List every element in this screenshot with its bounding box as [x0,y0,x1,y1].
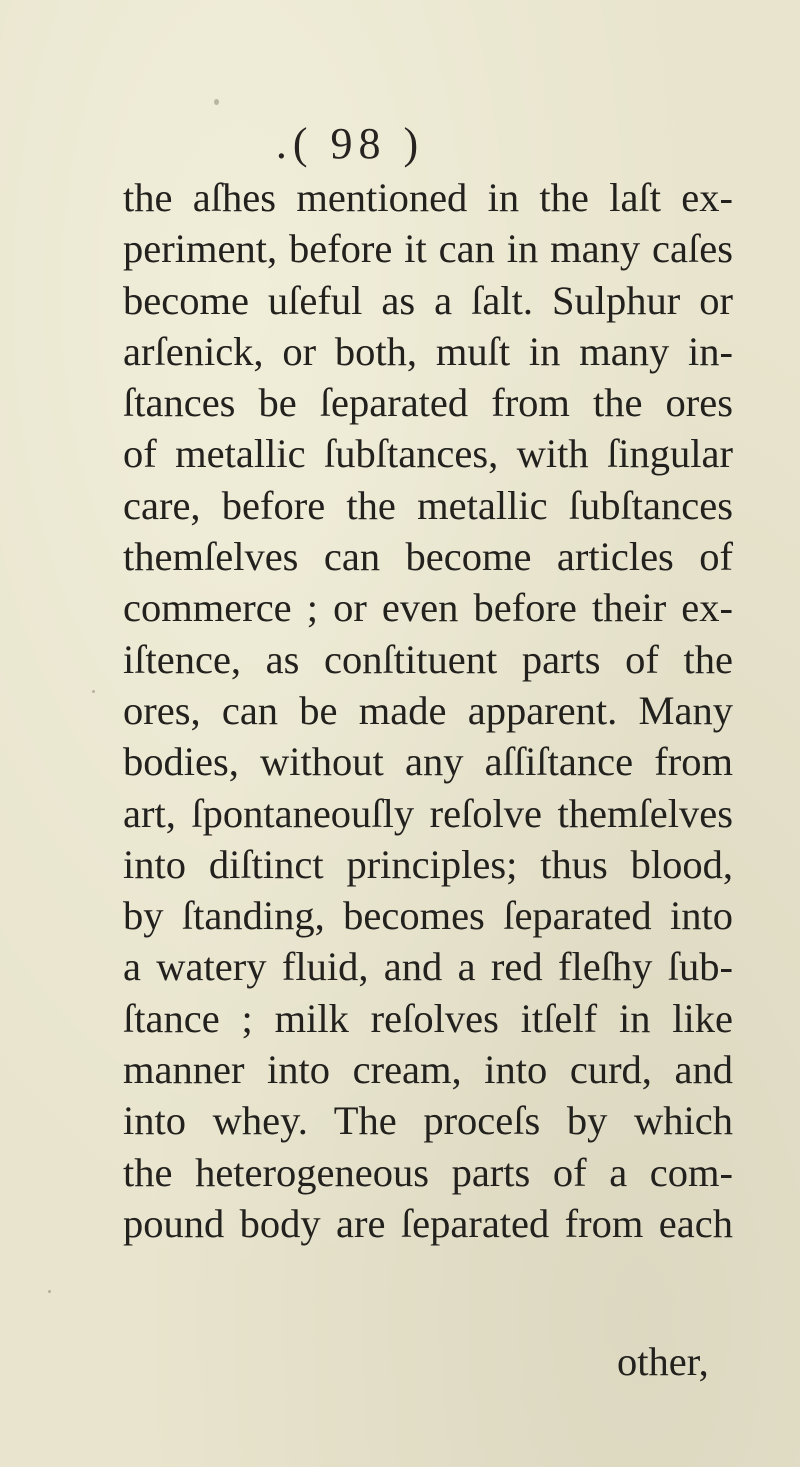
page-number: .( 98 ) [275,119,425,168]
text-line: art, ſpontaneouſly reſolve themſelves [123,790,733,836]
text-line: ſtance ; milk reſolves itſelf in like [123,995,733,1041]
text-line: themſelves can become articles of [123,534,733,580]
text-line: by ſtanding, becomes ſeparated into [123,893,733,939]
text-line: the aſhes mentioned in the laſt ex- [123,175,733,220]
text-line: ſtances be ſeparated from the ores [123,380,733,426]
text-line: care, before the metallic ſubſtances [123,482,733,528]
catchword: other, [617,1339,709,1384]
paper-speck [48,1290,51,1293]
text-line: bodies, without any aſſiſtance from [123,739,733,785]
text-line: become uſeful as a ſalt. Sulphur or [123,277,733,323]
text-line: of metallic ſubſtances, with ſingular [123,431,733,477]
text-line: iſtence, as conſtituent parts of the [123,636,733,682]
text-line: ores, can be made apparent. Many [123,687,733,733]
text-line: the heterogeneous parts of a com- [123,1149,733,1195]
text-line: a watery fluid, and a red fleſhy ſub- [123,944,733,990]
text-line: into diſtinct principles; thus blood, [123,841,733,887]
paper-speck [214,99,219,105]
text-line: periment, before it can in many caſes [123,226,733,272]
text-line: arſenick, or both, muſt in many in- [123,328,733,374]
text-line: pound body are ſeparated from each [123,1200,733,1246]
text-line: manner into cream, into curd, and [123,1047,733,1093]
text-line: commerce ; or even before their ex- [123,585,733,631]
body-text [123,172,733,1249]
text-line: into whey. The proceſs by which [123,1098,733,1144]
paper-speck [92,690,95,693]
